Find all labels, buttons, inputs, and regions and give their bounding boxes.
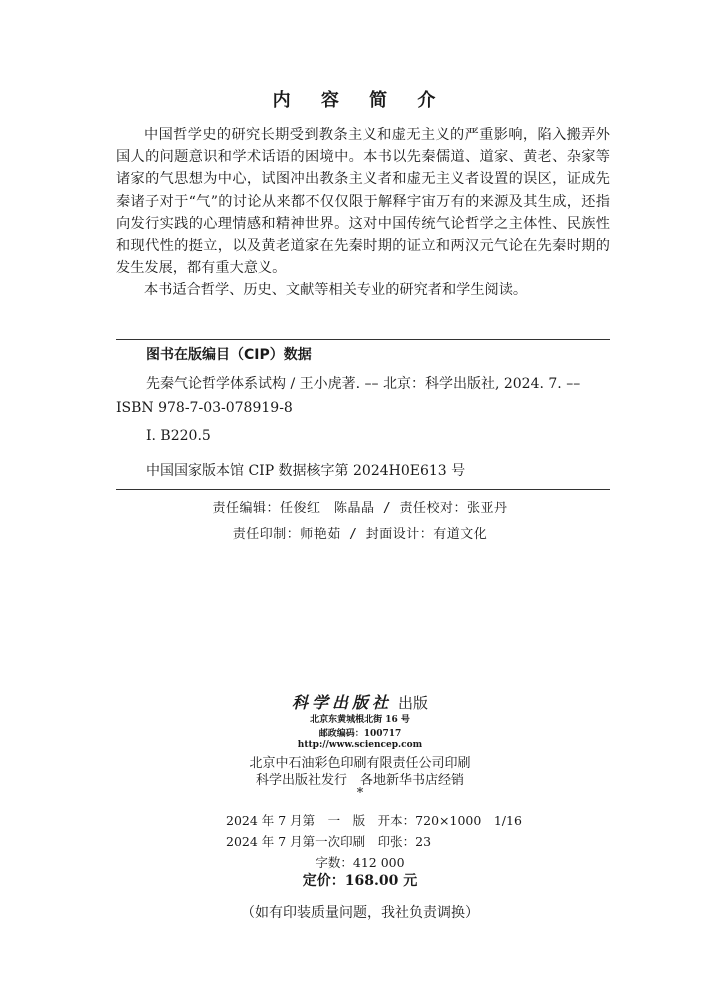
word-count: 字数：412 000	[315, 855, 405, 870]
quality-notice: （如有印装质量问题，我社负责调换）	[241, 905, 479, 921]
divider-top	[116, 339, 610, 340]
publisher-address: 北京东黄城根北街 16 号	[310, 715, 410, 725]
price: 定价：168.00 元	[302, 873, 418, 889]
cip-classification: Ⅰ. B220.5	[146, 428, 211, 444]
publisher-postcode: 邮政编码：100717	[318, 729, 402, 739]
publisher-website: http://www.sciencep.com	[297, 740, 423, 750]
credits-editors: 责任编辑：任俊红 陈晶晶 / 责任校对：张亚丹	[212, 501, 508, 516]
cip-heading: 图书在版编目（CIP）数据	[146, 347, 312, 363]
printer-line: 北京中石油彩色印刷有限责任公司印刷	[249, 756, 471, 771]
cip-record: 先秦气论哲学体系试构 / 王小虎著. –– 北京：科学出版社, 2024. 7. –– ISBN 978-7-03-078919-8	[116, 376, 581, 416]
credits-production: 责任印制：师艳茹 / 封面设计：有道文化	[232, 527, 488, 542]
publisher-suffix: 出版	[398, 694, 429, 712]
divider-bottom	[116, 489, 610, 490]
book-introduction	[116, 124, 610, 302]
edition-line: 2024 年 7 月第 一 版 开本：720×1000 1/16	[226, 813, 522, 828]
publisher-line	[0, 690, 720, 713]
distribution-line: 科学出版社发行 各地新华书店经销	[255, 773, 464, 788]
intro-paragraph-2: 本书适合哲学、历史、文献等相关专业的研究者和学生阅读。	[144, 282, 528, 299]
publisher-logo: 科学出版社	[291, 693, 392, 712]
cip-number: 中国国家版本馆 CIP 数据核字第 2024H0E613 号	[146, 463, 466, 479]
intro-paragraph-1: 中国哲学史的研究长期受到教条主义和虚无主义的严重影响，陷入搬弄外国人的问题意识和学术话语的困境中。本书以先秦儒道、道家、黄老、杂家等诸家的气思想为中心，试图冲出教条主义者和虚无主义者设置的误区，证成先秦诸子对于“气”的讨论从来都不仅仅限于解释宇宙万有的来源及其生成，还指向发行实践的心理情感和精神世界。这对中国传统气论哲学之主体性、民族性和现代性的挺立，以及黄老道家在先秦时期的证立和两汉元气论在先秦时期的发生发展，都有重大意义。	[116, 127, 610, 277]
page-title: 内 容 简 介	[272, 90, 448, 111]
printing-line: 2024 年 7 月第一次印刷 印张：23	[226, 834, 432, 849]
separator-asterisk: *	[356, 786, 364, 801]
